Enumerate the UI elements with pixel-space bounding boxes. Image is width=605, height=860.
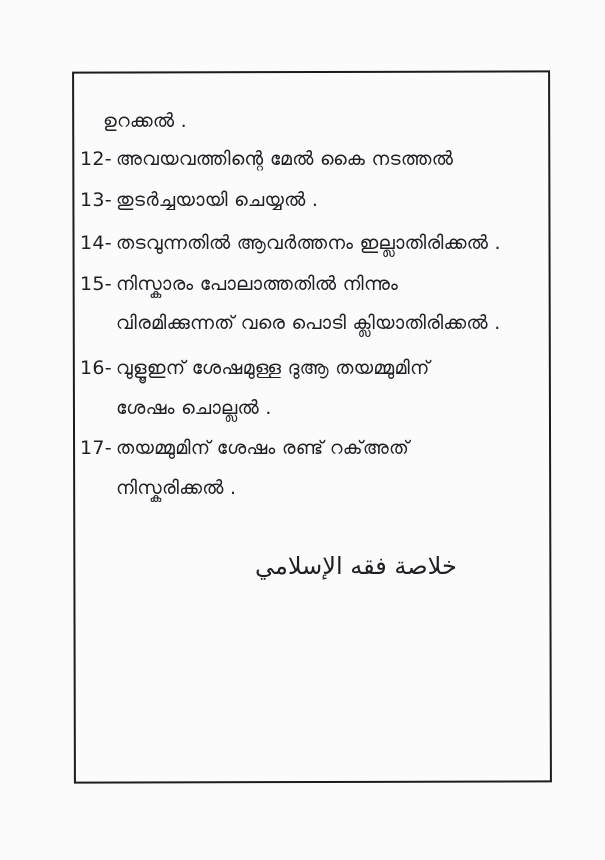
list-item (80, 148, 453, 170)
item-text: നിസ്കാരം പോലാത്തതിൽ നിന്നും (116, 273, 399, 295)
item-text: തയമ്മുമിന് ശേഷം രണ്ട് റക്അത് (116, 437, 410, 459)
section-heading: ഉറക്കൽ . (103, 110, 187, 132)
list-item (80, 437, 409, 459)
item-continuation: വിരമിക്കുന്നത് വരെ പൊടി ക്ലിയാതിരിക്കൽ . (116, 312, 501, 334)
item-number: 16- (80, 357, 112, 379)
list-item (80, 232, 501, 254)
list-item (80, 189, 318, 211)
item-text: വുളൂഇന് ശേഷമുള്ള ദുആ തയമ്മുമിന് (116, 357, 430, 379)
page-border (72, 70, 552, 783)
item-number: 17- (80, 437, 112, 459)
item-text: തടവുന്നതിൽ ആവർത്തനം ഇല്ലാതിരിക്കൽ . (116, 232, 501, 254)
item-number: 15- (80, 273, 112, 295)
item-text: തുടർച്ചയായി ചെയ്യൽ . (116, 189, 319, 211)
item-number: 14- (80, 232, 112, 254)
item-text: അവയവത്തിന്റെ മേൽ കൈ നടത്തൽ (116, 148, 454, 170)
source-reference: خلاصة فقه الإسلامي (255, 552, 457, 580)
list-item (80, 357, 430, 379)
item-continuation: ശേഷം ചൊല്ലൽ . (116, 397, 272, 419)
item-number: 12- (80, 148, 112, 170)
list-item (80, 273, 398, 295)
item-continuation: നിസ്കരിക്കൽ . (116, 477, 237, 499)
item-number: 13- (80, 189, 112, 211)
